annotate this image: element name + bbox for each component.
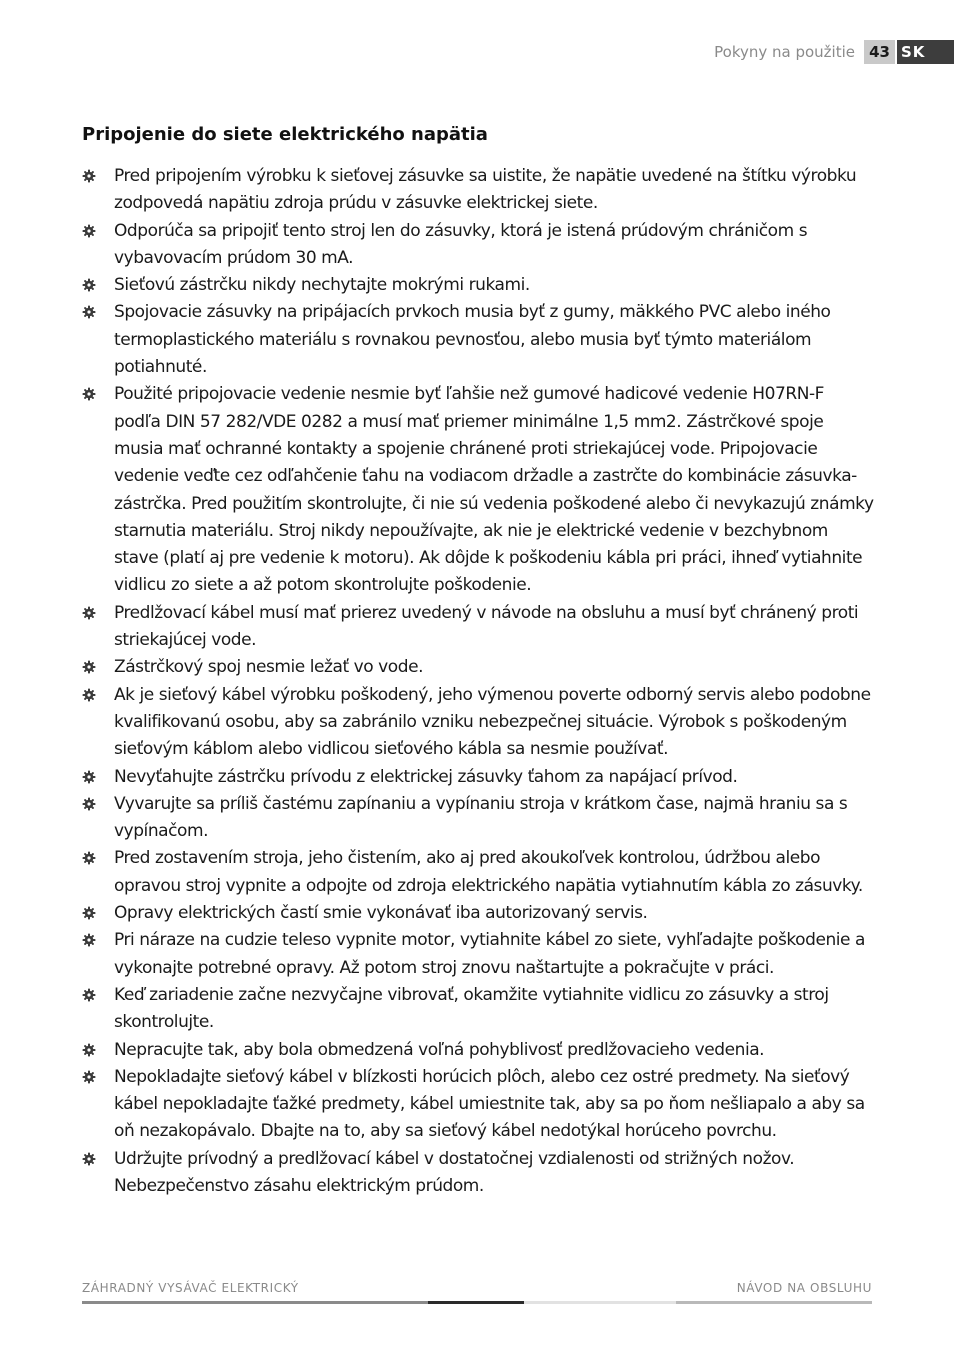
list-item: [82, 1146, 874, 1201]
list-item-text: Pred pripojením výrobku k sieťovej zásuvke sa uistite, že napätie uvedené na štítku výrobku zodpovedá napätiu zdroja prúdu v zásuvke elektrickej siete.: [114, 166, 857, 214]
list-item: [82, 381, 874, 599]
list-item-text: Udržujte prívodný a predlžovací kábel v dostatočnej vzdialenosti od strižných nožov. Nebezpečenstvo zásahu elektrickým prúdom.: [114, 1148, 795, 1196]
list-item-text: Pri náraze na cudzie teleso vypnite motor, vytiahnite kábel zo siete, vyhľadajte poškodenie a vykonajte potrebné opravy. Až potom stroj znovu naštartujte a pokračujte v práci.: [114, 930, 865, 978]
list-item: [82, 163, 874, 218]
list-item-text: Predlžovací kábel musí mať prierez uvedený v návode na obsluhu a musí byť chránený proti striekajúcej vode.: [114, 602, 859, 651]
list-item: [82, 218, 874, 273]
gear-bullet-icon: [82, 1070, 96, 1084]
list-item-text: Odporúča sa pripojiť tento stroj len do zásuvky, ktorá je istená prúdovým chráničom s vybavovacím prúdom 30 mA.: [114, 220, 808, 268]
list-item: [82, 600, 874, 655]
list-item-text: Použité pripojovacie vedenie nesmie byť ľahšie než gumové hadicové vedenie H07RN-F podľa DIN 57 282/VDE 0282 a musí mať priemer minimálne 1,5 mm2. Zástrčkové spoje musia mať ochranné kontakty a spojenie chránené proti striekajúcej vode. Pripojovacie vedenie veďte cez odľahčenie ťahu na vodiacom držadle a zastrčte do kombinácie zásuvka-zástrčka. Pred použitím skontrolujte, či nie sú vedenia poškodené alebo či nevykazujú známky starnutia materiálu. Stroj nikdy nepoužívajte, ak nie je elektrické vedenie v bezchybnom stave (platí aj pre vedenie k motoru). Ak dôjde k poškodeniu kábla pri práci, ihneď vytiahnite vidlicu zo siete a až potom skontrolujte poškodenie.: [114, 384, 874, 596]
list-item-text: Keď zariadenie začne nezvyčajne vibrovať, okamžite vytiahnite vidlicu zo zásuvky a stroj skontrolujte.: [114, 984, 829, 1033]
list-item: [82, 764, 874, 791]
list-item: [82, 1064, 874, 1146]
gear-bullet-icon: [82, 1152, 96, 1166]
gear-bullet-icon: [82, 906, 96, 920]
gear-bullet-icon: [82, 688, 96, 702]
list-item: [82, 791, 874, 846]
gear-bullet-icon: [82, 1043, 96, 1057]
gear-bullet-icon: [82, 278, 96, 292]
list-item-text: Vyvarujte sa príliš častému zapínaniu a vypínaniu stroja v krátkom čase, najmä hraniu sa s vypínačom.: [114, 793, 848, 842]
footer-manual-label: NÁVOD NA OBSLUHU: [736, 1281, 872, 1295]
list-item-text: Sieťovú zástrčku nikdy nechytajte mokrými rukami.: [114, 275, 530, 296]
gear-bullet-icon: [82, 933, 96, 947]
gear-bullet-icon: [82, 305, 96, 319]
footer-rule-segment: [524, 1301, 676, 1304]
gear-bullet-icon: [82, 169, 96, 183]
gear-bullet-icon: [82, 988, 96, 1002]
list-item: [82, 654, 874, 681]
footer-rule-segment: [676, 1301, 872, 1304]
list-item: [82, 982, 874, 1037]
footer-rule-segment: [428, 1301, 524, 1304]
list-item-text: Spojovacie zásuvky na pripájacích prvkoch musia byť z gumy, mäkkého PVC alebo iného termoplastického materiálu s rovnakou pevnosťou, alebo musia byť týmto materiálom potiahnuté.: [114, 302, 831, 378]
section-title: Pripojenie do siete elektrického napätia: [82, 124, 488, 145]
footer-product-name: ZÁHRADNÝ VYSÁVAČ ELEKTRICKÝ: [82, 1281, 299, 1295]
list-item: [82, 682, 874, 764]
page-number: 43: [864, 40, 895, 64]
list-item-text: Nevyťahujte zástrčku prívodu z elektrickej zásuvky ťahom za napájací prívod.: [114, 766, 738, 787]
gear-bullet-icon: [82, 387, 96, 401]
list-item-text: Nepracujte tak, aby bola obmedzená voľná pohyblivosť predlžovacieho vedenia.: [114, 1039, 765, 1060]
list-item: [82, 845, 874, 900]
header-title: Pokyny na použitie: [714, 43, 855, 61]
footer-rule-segment: [82, 1301, 428, 1304]
footer-rule: [82, 1301, 872, 1304]
list-item-text: Nepokladajte sieťový kábel v blízkosti horúcich plôch, alebo cez ostré predmety. Na sieťový kábel nepokladajte ťažké predmety, kábel umiestnite tak, aby sa po ňom nešliapalo a aby sa oň nezakopávalo. Dbajte na to, aby sa sieťový kábel nedotýkal horúceho povrchu.: [114, 1066, 865, 1142]
language-badge: SK: [897, 40, 954, 64]
gear-bullet-icon: [82, 660, 96, 674]
list-item: [82, 272, 874, 299]
page-header: [714, 40, 954, 64]
list-item-text: Pred zostavením stroja, jeho čistením, ako aj pred akoukoľvek kontrolou, údržbou alebo opravou stroj vypnite a odpojte od zdroja elektrického napätia vytiahnutím kábla zo zásuvky.: [114, 848, 863, 896]
gear-bullet-icon: [82, 851, 96, 865]
list-item: [82, 299, 874, 381]
gear-bullet-icon: [82, 797, 96, 811]
bullet-list: [82, 163, 874, 1200]
list-item-text: Zástrčkový spoj nesmie ležať vo vode.: [114, 657, 424, 678]
list-item: [82, 900, 874, 927]
list-item: [82, 1037, 874, 1064]
list-item-text: Ak je sieťový kábel výrobku poškodený, jeho výmenou poverte odborný servis alebo podobne kvalifikovanú osobu, aby sa zabránilo vzniku nebezpečnej situácie. Výrobok s poškodeným sieťovým káblom alebo vidlicou sieťového kábla sa nesmie používať.: [114, 684, 871, 760]
list-item: [82, 927, 874, 982]
gear-bullet-icon: [82, 606, 96, 620]
gear-bullet-icon: [82, 224, 96, 238]
list-item-text: Opravy elektrických častí smie vykonávať iba autorizovaný servis.: [114, 903, 648, 924]
gear-bullet-icon: [82, 770, 96, 784]
